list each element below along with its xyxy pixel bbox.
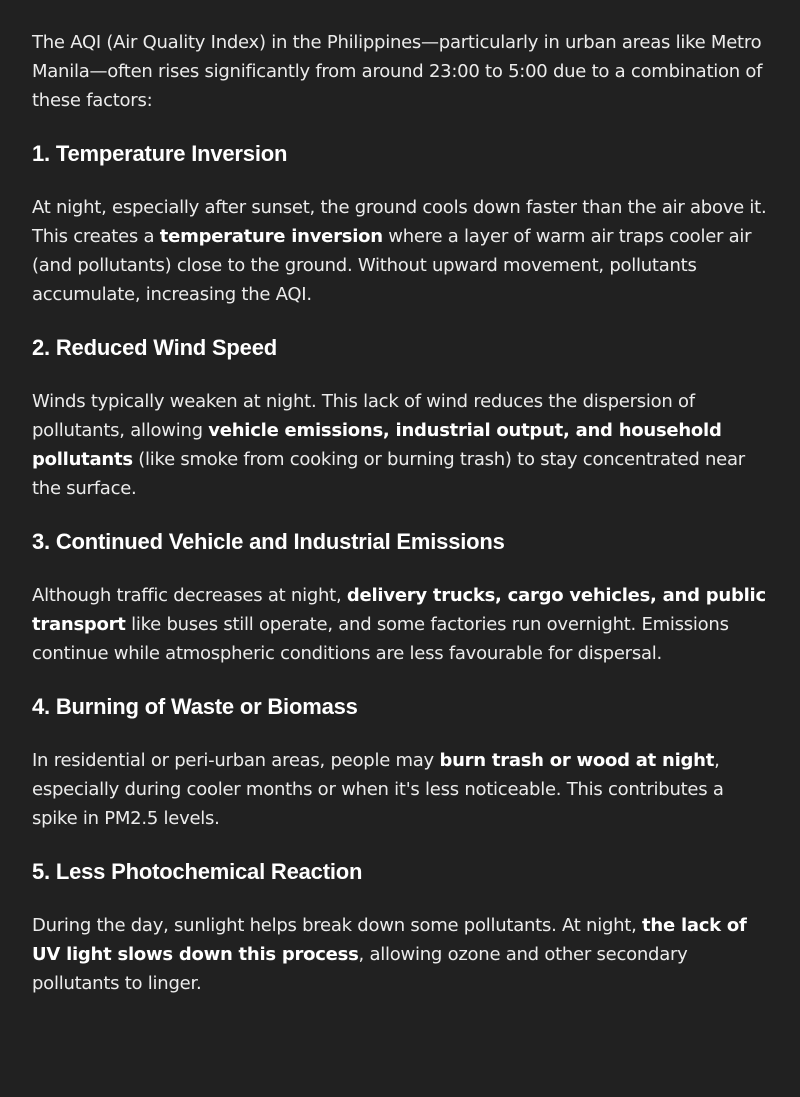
section-heading-burning-waste [32, 692, 768, 722]
paragraph-text: where a layer of warm air traps cooler air (and pollutants) close to the ground. Without upward movement, pollutants accumulate, increasing the AQI. [32, 226, 752, 305]
paragraph-text: (like smoke from cooking or burning trash) to stay concentrated near the surface. [32, 449, 745, 499]
section-paragraph-temperature-inversion [32, 193, 768, 309]
section-heading-text: 3. Continued Vehicle and Industrial Emissions [32, 529, 505, 554]
paragraph-text: During the day, sunlight helps break down some pollutants. At night, [32, 915, 643, 936]
section-heading-reduced-wind-speed [32, 333, 768, 363]
section-paragraph-reduced-wind-speed [32, 387, 768, 503]
section-paragraph-continued-emissions [32, 581, 768, 668]
paragraph-text: Although traffic decreases at night, [32, 585, 347, 606]
section-heading-photochemical-reaction [32, 857, 768, 887]
section-heading-temperature-inversion [32, 139, 768, 169]
section-paragraph-photochemical-reaction [32, 911, 768, 998]
section-heading-text: 2. Reduced Wind Speed [32, 335, 277, 360]
section-heading-text: 1. Temperature Inversion [32, 141, 288, 166]
section-heading-text: 5. Less Photochemical Reaction [32, 859, 363, 884]
paragraph-text: At night, especially after sunset, the ground cools down faster than the air above it. This creates a [32, 197, 767, 247]
paragraph-text: , allowing ozone and other secondary pollutants to linger. [32, 944, 688, 994]
paragraph-text: , especially during cooler months or when it's less noticeable. This contributes a spike in PM2.5 levels. [32, 750, 724, 829]
section-heading-continued-emissions [32, 527, 768, 557]
message-content [32, 0, 768, 998]
bold-phrase: burn trash or wood at night [439, 750, 715, 771]
paragraph-text: In residential or peri-urban areas, people may [32, 750, 440, 771]
intro-text: The AQI (Air Quality Index) in the Philippines—particularly in urban areas like Metro Manila—often rises significantly from around 23:00 to 5:00 due to a combination of these factors: [32, 32, 763, 111]
section-heading-text: 4. Burning of Waste or Biomass [32, 694, 358, 719]
paragraph-text: like buses still operate, and some factories run overnight. Emissions continue while atmospheric conditions are less favourable for dispersal. [32, 614, 729, 664]
bold-phrase: the lack of UV light slows down this process [32, 915, 747, 965]
bold-phrase: temperature inversion [159, 226, 383, 247]
intro-paragraph [32, 28, 768, 115]
bold-phrase: delivery trucks, cargo vehicles, and public transport [32, 585, 766, 635]
section-paragraph-burning-waste [32, 746, 768, 833]
paragraph-text: Winds typically weaken at night. This lack of wind reduces the dispersion of pollutants, allowing [32, 391, 695, 441]
bold-phrase: vehicle emissions, industrial output, and household pollutants [32, 420, 722, 470]
